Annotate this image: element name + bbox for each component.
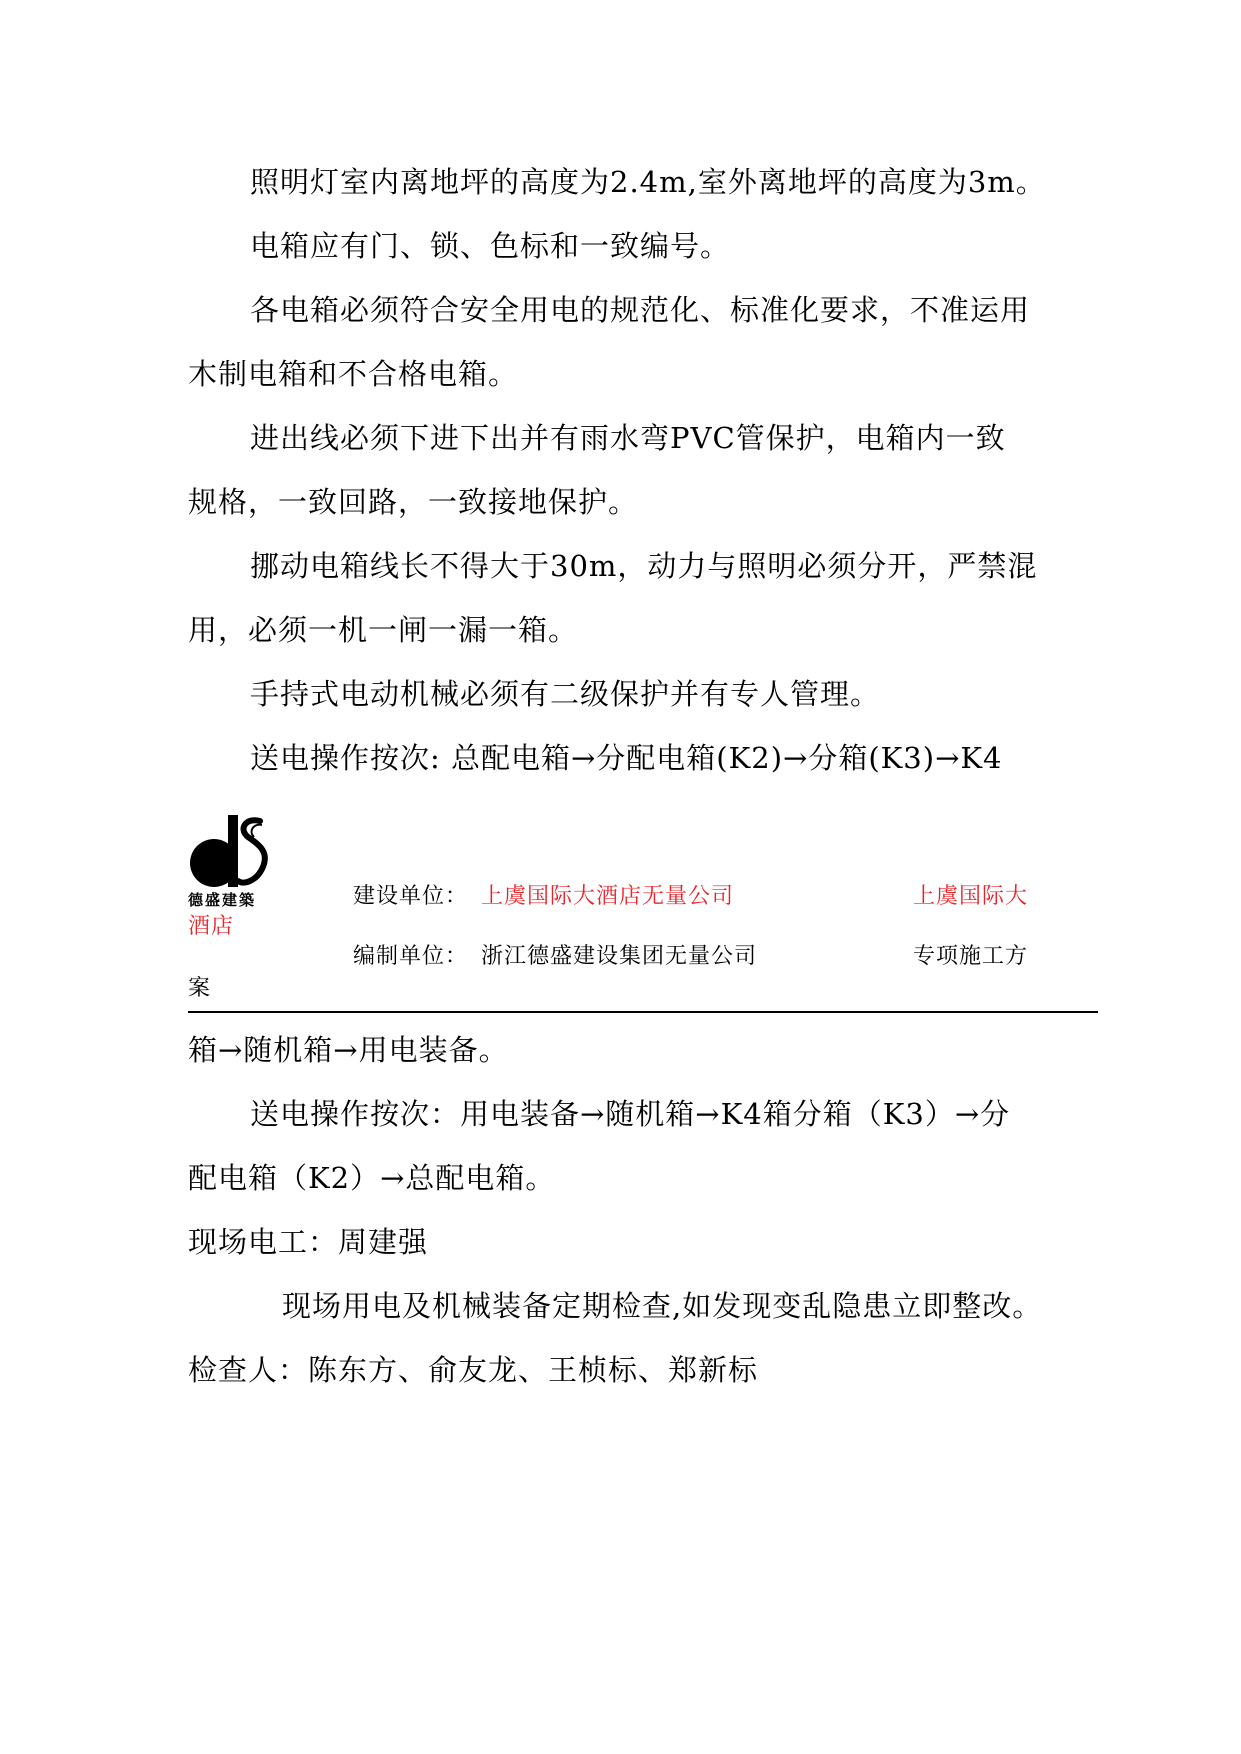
company-logo xyxy=(188,815,278,915)
header-divider xyxy=(188,1011,1098,1013)
header-right-doc-type: 专项施工方 xyxy=(913,944,1029,969)
page-header xyxy=(188,815,1098,1015)
paragraph-box-door-lock: 电箱应有门、锁、色标和一致编号。 xyxy=(250,229,731,263)
paragraph-box-standards-cont: 木制电箱和不合格电箱。 xyxy=(188,357,519,391)
paragraph-handheld-tools: 手持式电动机械必须有二级保护并有专人管理。 xyxy=(250,677,881,711)
paragraph-periodic-inspection: 现场用电及机械装备定期检查,如发现变乱隐患立即整改。 xyxy=(282,1289,1043,1323)
paragraph-power-on-order: 送电操作按次: 总配电箱→分配电箱(K2)→分箱(K3)→K4 xyxy=(250,741,1003,775)
paragraph-power-off-order-cont: 配电箱（K2）→总配电箱。 xyxy=(188,1161,556,1195)
paragraph-wiring-cont: 规格，一致回路，一致接地保护。 xyxy=(188,485,639,519)
header-right-project-wrap: 酒店 xyxy=(188,914,235,939)
paragraph-mobile-box: 挪动电箱线长不得大于30m，动力与照明必须分开，严禁混 xyxy=(250,549,1038,583)
author-label: 编制单位： xyxy=(353,944,469,969)
paragraph-power-off-order: 送电操作按次：用电装备→随机箱→K4箱分箱（K3）→分 xyxy=(250,1097,1011,1131)
inspectors: 检查人：陈东方、俞友龙、王桢标、郑新标 xyxy=(188,1353,759,1387)
header-right-project: 上虞国际大 xyxy=(913,884,1029,909)
builder-value: 上虞国际大酒店无量公司 xyxy=(481,884,735,909)
paragraph-box-standards: 各电箱必须符合安全用电的规范化、标准化要求，不准运用 xyxy=(250,293,1031,327)
author-value: 浙江德盛建设集团无量公司 xyxy=(481,944,758,969)
site-electrician: 现场电工：周建强 xyxy=(188,1225,429,1259)
ds-logo-icon xyxy=(188,815,278,893)
paragraph-lighting-height: 照明灯室内离地坪的高度为2.4m,室外离地坪的高度为3m。 xyxy=(250,165,1046,199)
builder-label: 建设单位： xyxy=(353,884,469,909)
logo-caption: 德盛建築 xyxy=(188,891,257,909)
paragraph-mobile-box-cont: 用，必须一机一闸一漏一箱。 xyxy=(188,613,579,647)
header-right-doc-type-wrap: 案 xyxy=(188,976,212,1001)
paragraph-power-on-order-cont: 箱→随机箱→用电装备。 xyxy=(188,1033,509,1067)
paragraph-wiring: 进出线必须下进下出并有雨水弯PVC管保护，电箱内一致 xyxy=(250,421,1006,455)
